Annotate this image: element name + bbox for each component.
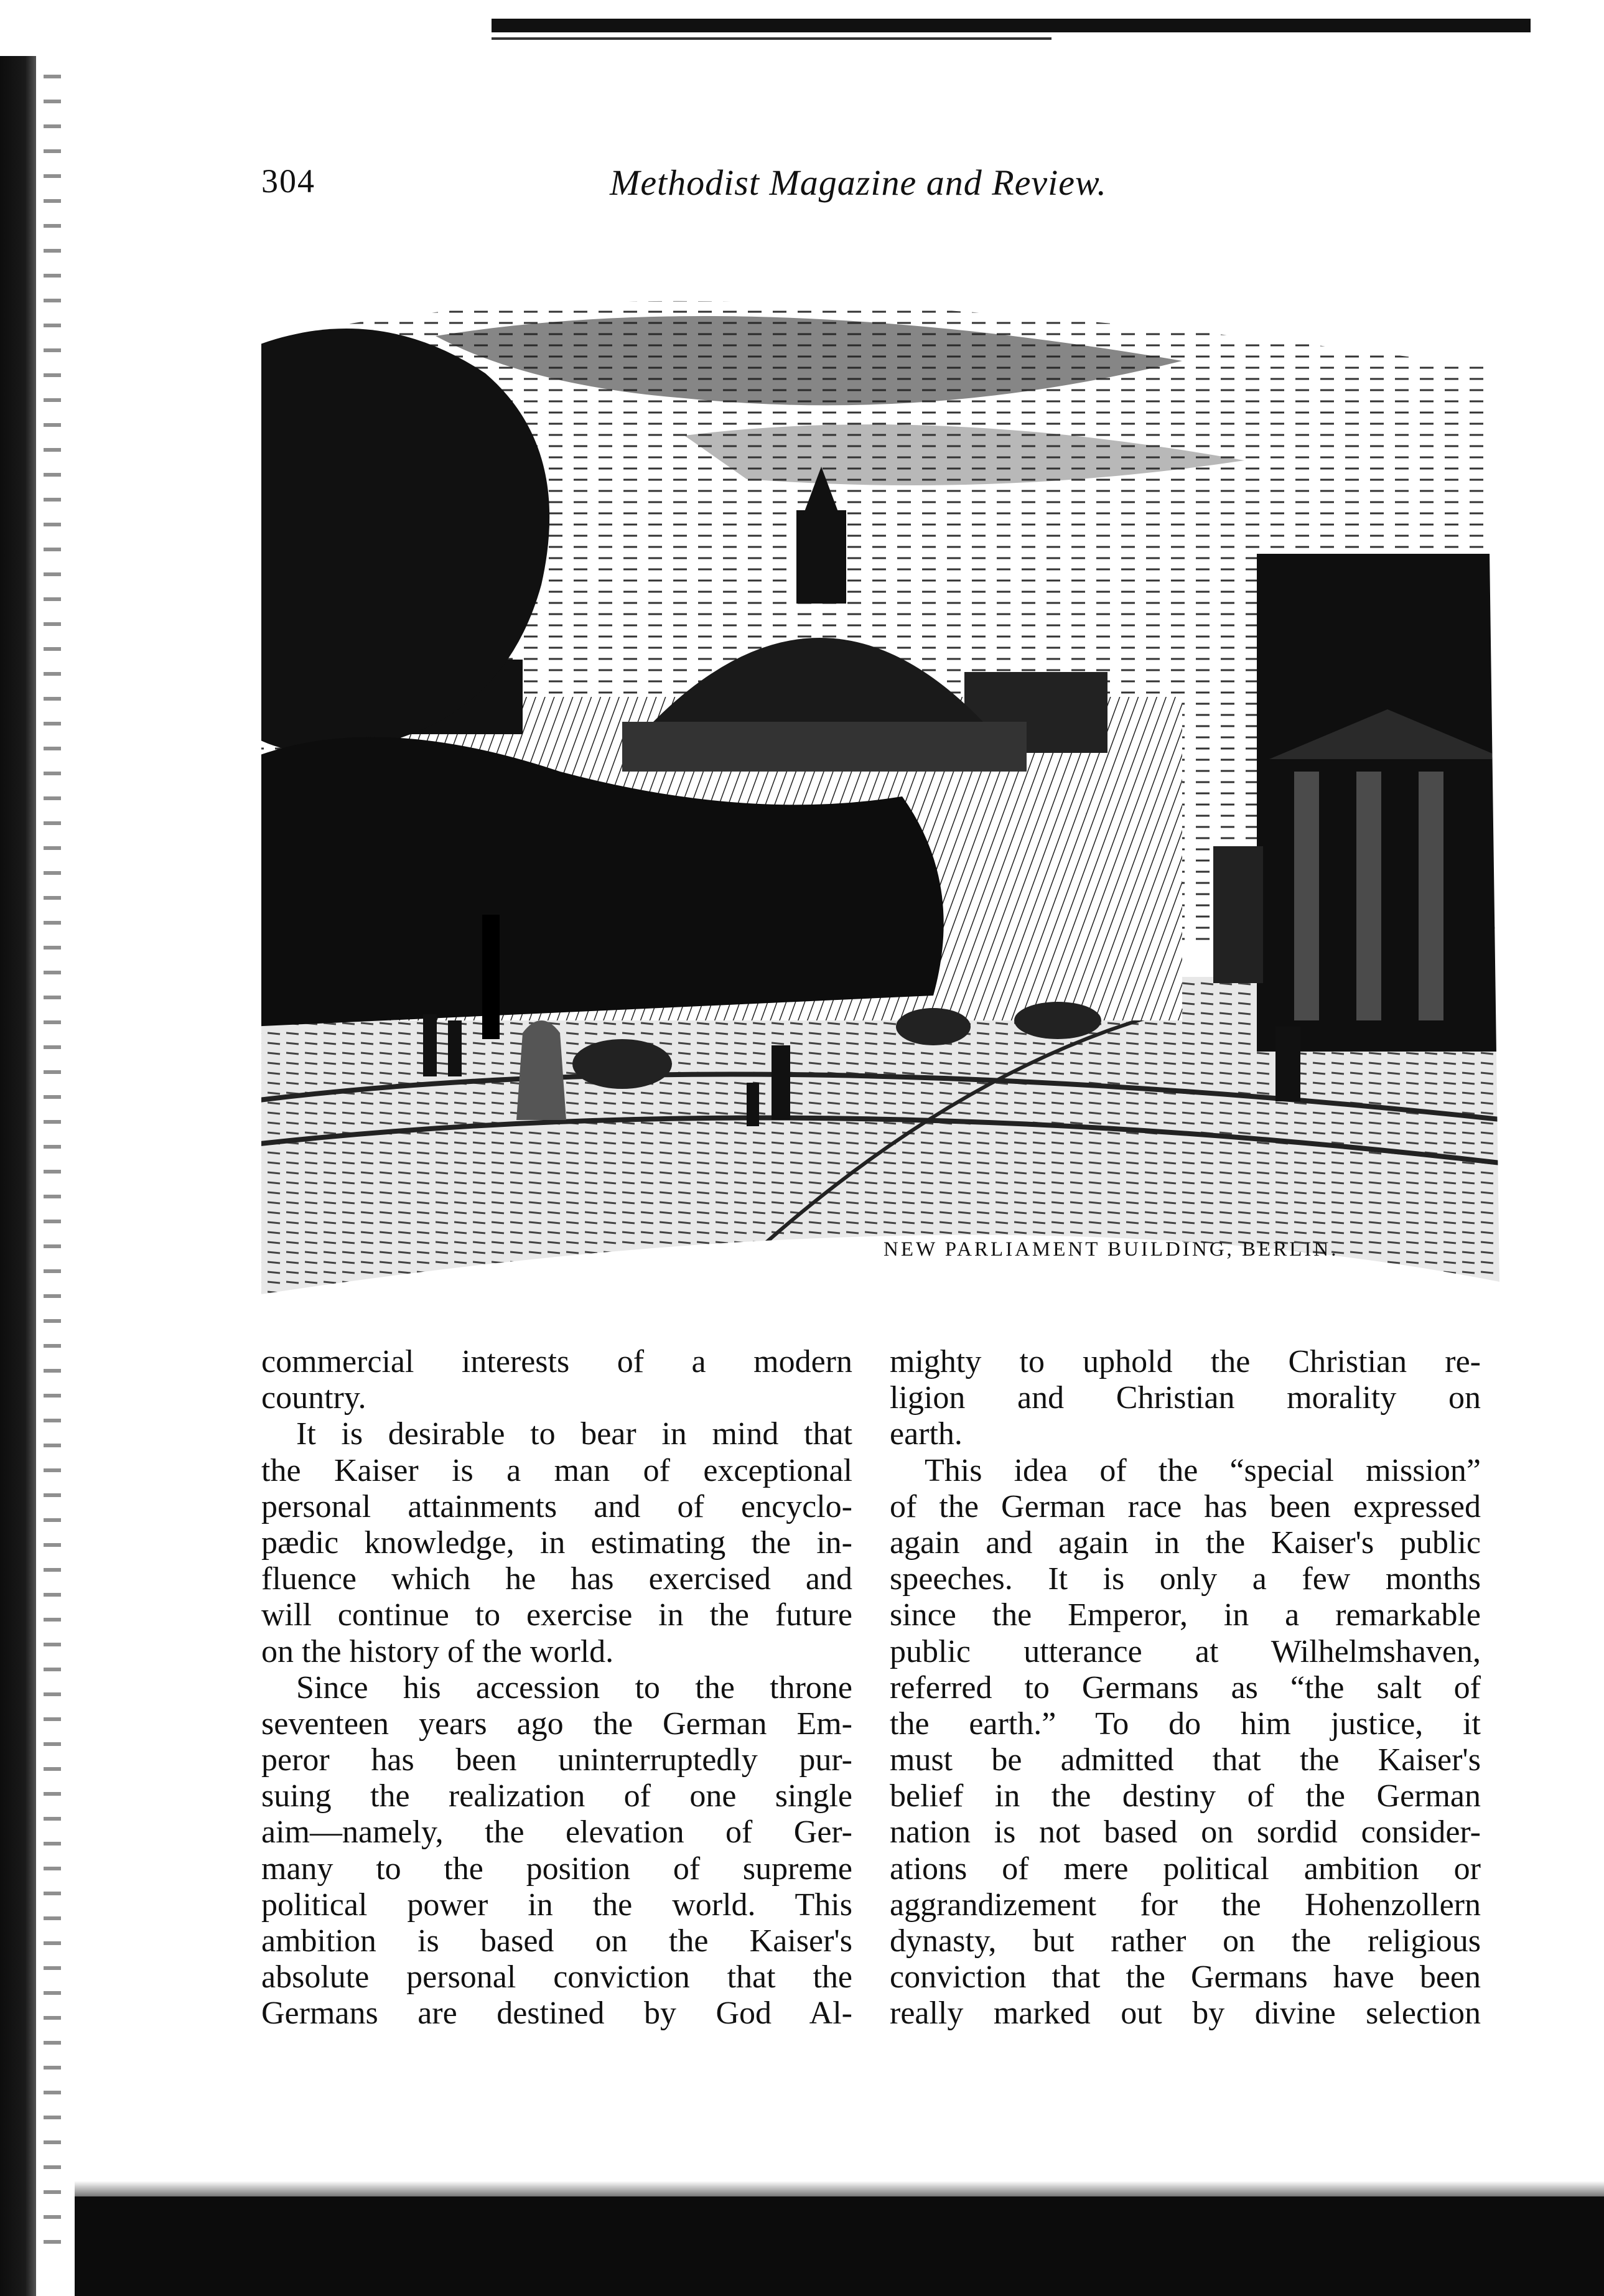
- right-text-column: [890, 1344, 1481, 2032]
- text-line: personal attainments and of encyclo-: [261, 1488, 852, 1524]
- page-header: [261, 162, 1307, 218]
- text-line: Since his accession to the throne: [296, 1669, 852, 1706]
- text-line: country.: [261, 1380, 366, 1416]
- scan-bottom-bar: [75, 2196, 1604, 2296]
- text-line: commercial interests of a modern: [261, 1344, 852, 1379]
- text-line: on the history of the world.: [261, 1633, 614, 1669]
- text-line: fluence which he has exercised and: [261, 1561, 852, 1597]
- text-line: ations of mere political ambition or: [890, 1850, 1481, 1887]
- left-text-column: [261, 1344, 852, 2032]
- text-line: earth.: [890, 1416, 963, 1452]
- text-line: the Kaiser is a man of exceptional: [261, 1452, 852, 1488]
- brandenburg-gate: [1213, 554, 1506, 1052]
- text-line: conviction that the Germans have been: [890, 1959, 1481, 1995]
- text-line: referred to Germans as “the salt of: [890, 1669, 1481, 1706]
- text-line: dynasty, but rather on the religious: [890, 1923, 1481, 1959]
- text-line: pædic knowledge, in estimating the in-: [261, 1524, 852, 1561]
- text-line: aggrandizement for the Hohenzollern: [890, 1887, 1481, 1923]
- scan-left-edge: [0, 56, 36, 2296]
- text-line: again and again in the Kaiser's public: [890, 1524, 1481, 1561]
- text-line: political power in the world. This: [261, 1887, 852, 1923]
- scan-top-rule-thin: [492, 37, 1051, 40]
- text-line: suing the realization of one single: [261, 1778, 852, 1814]
- text-line: This idea of the “special mission”: [925, 1452, 1481, 1488]
- text-line: speeches. It is only a few months: [890, 1561, 1481, 1597]
- text-line: public utterance at Wilhelmshaven,: [890, 1633, 1481, 1669]
- scan-left-ticks: [44, 75, 61, 2252]
- text-line: absolute personal conviction that the: [261, 1959, 852, 1995]
- running-title: Methodist Magazine and Review.: [610, 162, 1107, 203]
- text-line: peror has been uninterruptedly pur-: [261, 1742, 852, 1778]
- text-line: really marked out by divine selection: [890, 1995, 1481, 2032]
- text-line: the earth.” To do him justice, it: [890, 1706, 1481, 1742]
- page-number: 304: [261, 162, 315, 200]
- text-line: of the German race has been expressed: [890, 1488, 1481, 1524]
- scan-bottom-fade: [75, 2181, 1604, 2198]
- text-line: must be admitted that the Kaiser's: [890, 1742, 1481, 1778]
- text-line: It is desirable to bear in mind that: [296, 1416, 852, 1452]
- text-line: will continue to exercise in the future: [261, 1597, 852, 1633]
- text-line: mighty to uphold the Christian re-: [890, 1344, 1481, 1379]
- text-line: Germans are destined by God Al-: [261, 1995, 852, 2032]
- text-line: since the Emperor, in a remarkable: [890, 1597, 1481, 1633]
- text-line: ligion and Christian morality on: [890, 1380, 1481, 1416]
- engraving-illustration: [249, 261, 1506, 1319]
- text-line: belief in the destiny of the German: [890, 1778, 1481, 1814]
- text-line: seventeen years ago the German Em-: [261, 1706, 852, 1742]
- scan-top-rule: [492, 19, 1531, 32]
- text-line: nation is not based on sordid consider-: [890, 1814, 1481, 1850]
- text-line: many to the position of supreme: [261, 1850, 852, 1887]
- parliament-engraving: [249, 261, 1506, 1319]
- text-line: ambition is based on the Kaiser's: [261, 1923, 852, 1959]
- illustration-caption: NEW PARLIAMENT BUILDING, BERLIN.: [884, 1238, 1339, 1261]
- text-line: aim—namely, the elevation of Ger-: [261, 1814, 852, 1850]
